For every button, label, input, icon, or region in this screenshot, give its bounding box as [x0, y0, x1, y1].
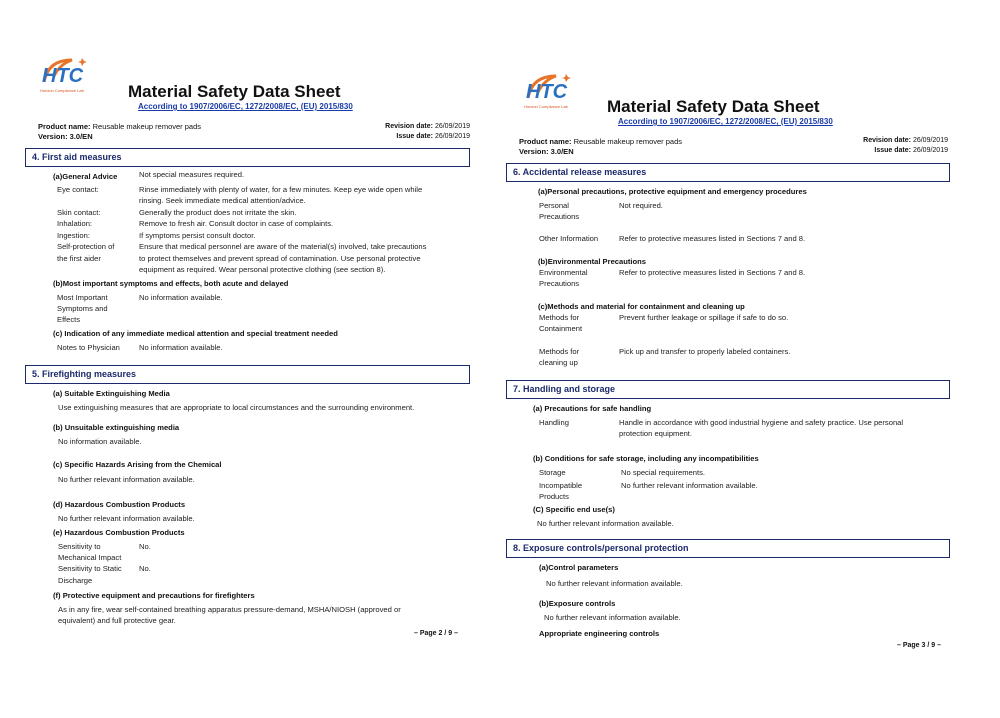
doc-title: Material Safety Data Sheet	[607, 97, 820, 116]
incompat-label-2: Products	[539, 492, 569, 501]
s8-a-val: No further relevant information available.	[546, 579, 683, 588]
htc-logo-icon	[522, 68, 582, 116]
version: Version: 3.0/EN	[38, 132, 93, 141]
eye-label: Eye contact:	[57, 185, 99, 194]
s6-a-head: (a)Personal precautions, protective equipment and emergency procedures	[538, 187, 807, 196]
inhalation-label: Inhalation:	[57, 219, 93, 228]
s7-c-head: (C) Specific end use(s)	[533, 505, 615, 514]
section-8-title: 8. Exposure controls/personal protection	[513, 543, 689, 553]
s8-b-head: (b)Exposure controls	[539, 599, 616, 608]
methods-cont-label-1: Methods for	[539, 313, 580, 322]
storage-val: No special requirements.	[621, 468, 705, 477]
s4-a-val: Not special measures required.	[139, 170, 245, 179]
sens-static-val: No.	[139, 564, 151, 573]
revision-label: Revision date:	[385, 123, 433, 130]
s7-b-head: (b) Conditions for safe storage, including any incompatibilities	[533, 454, 759, 463]
revision-label: Revision date:	[863, 137, 911, 144]
env-prec-label-1: Environmental	[539, 268, 588, 277]
product-label: Product name:	[519, 137, 572, 146]
s5-f-val-2: equivalent) and full protective gear.	[58, 616, 176, 625]
product-value: Reusable makeup remover pads	[92, 122, 202, 131]
methods-cont-val: Prevent further leakage or spillage if safe to do so.	[619, 313, 789, 322]
s5-b-head: (b) Unsuitable extinguishing media	[53, 423, 180, 432]
sens-mech-val: No.	[139, 542, 151, 551]
s5-c-head: (c) Specific Hazards Arising from the Chemical	[53, 460, 222, 469]
other-info-label: Other Information	[539, 234, 599, 243]
methods-cont-label-2: Containment	[539, 324, 583, 333]
mis-label-1: Most Important	[57, 293, 108, 302]
self-prot-val-2: to protect themselves and prevent spread of contamination. Use personal protective	[139, 254, 421, 263]
methods-clean-label-2: cleaning up	[539, 358, 578, 367]
env-prec-val: Refer to protective measures listed in Sections 7 and 8.	[619, 268, 806, 277]
revision-value: 26/09/2019	[912, 137, 948, 144]
svg-text:HTC: HTC	[42, 65, 84, 87]
env-prec-label-2: Precautions	[539, 279, 580, 288]
mis-val: No information available.	[139, 293, 223, 302]
s6-b-head: (b)Environmental Precautions	[538, 257, 647, 266]
issue-label: Issue date:	[396, 133, 433, 140]
product-value: Reusable makeup remover pads	[573, 137, 683, 146]
handling-label: Handling	[539, 418, 569, 427]
eye-val-1: Rinse immediately with plenty of water, for a few minutes. Keep eye wide open while	[139, 185, 423, 194]
logo-text: Horizon Compliance Lab	[524, 104, 568, 109]
pers-prec-label-1: Personal	[539, 201, 569, 210]
dates-info	[330, 122, 470, 142]
htc-logo-icon	[38, 52, 98, 100]
ingestion-val: If symptoms persist consult doctor.	[139, 231, 256, 240]
s5-e-head: (e) Hazardous Combustion Products	[53, 528, 185, 537]
methods-clean-val: Pick up and transfer to properly labeled containers.	[619, 347, 791, 356]
svg-text:HTC: HTC	[526, 81, 568, 103]
s6-c-head: (c)Methods and material for containment and cleaning up	[538, 302, 745, 311]
pers-prec-label-2: Precautions	[539, 212, 580, 221]
self-prot-val-1: Ensure that medical personnel are aware of the material(s) involved, take precautions	[139, 242, 427, 251]
s5-d-head: (d) Hazardous Combustion Products	[53, 500, 186, 509]
s8-b-val: No further relevant information available.	[544, 613, 681, 622]
page-2-footer: – Page 2 / 9 –	[414, 630, 458, 637]
s5-f-val-1: As in any fire, wear self-contained breathing apparatus pressure-demand, MSHA/NIOSH (approved or	[58, 605, 401, 614]
sens-mech-label-2: Mechanical Impact	[58, 553, 122, 562]
issue-value: 26/09/2019	[434, 133, 470, 140]
section-4-title: 4. First aid measures	[32, 152, 122, 162]
ingestion-label: Ingestion:	[57, 231, 90, 240]
s4-c-head: (c) Indication of any immediate medical attention and special treatment needed	[53, 329, 338, 338]
page-2	[0, 0, 490, 718]
s7-c-val: No further relevant information available.	[537, 519, 674, 528]
section-6-header	[506, 163, 950, 182]
handling-val-2: protection equipment.	[619, 429, 693, 438]
page-3-footer: – Page 3 / 9 –	[897, 642, 941, 649]
s4-a-head: (a)General Advice	[53, 172, 118, 181]
self-prot-label-2: the first aider	[57, 254, 101, 263]
logo-text: Horizon Compliance Lab	[40, 88, 84, 93]
s8-c-head: Appropriate engineering controls	[539, 629, 660, 638]
issue-label: Issue date:	[874, 147, 911, 154]
sens-static-label-2: Discharge	[58, 576, 93, 585]
other-info-val: Refer to protective measures listed in Sections 7 and 8.	[619, 234, 806, 243]
section-4-header	[25, 148, 470, 167]
s5-c-val: No further relevant information available.	[58, 475, 195, 484]
handling-val-1: Handle in accordance with good industrial hygiene and safety practice. Use personal	[619, 418, 904, 427]
storage-label: Storage	[539, 468, 566, 477]
s5-d-val: No further relevant information available.	[58, 514, 195, 523]
section-6-title: 6. Accidental release measures	[513, 167, 647, 177]
eye-val-2: rinsing. Seek immediate medical attention/advice.	[139, 196, 306, 205]
s4-b-head: (b)Most important symptoms and effects, both acute and delayed	[53, 279, 289, 288]
sens-mech-label-1: Sensitivity to	[58, 542, 101, 551]
mis-label-3: Effects	[57, 315, 81, 324]
product-label: Product name:	[38, 122, 91, 131]
notes-val: No information available.	[139, 343, 223, 352]
revision-value: 26/09/2019	[434, 123, 470, 130]
s5-f-head: (f) Protective equipment and precautions for firefighters	[53, 591, 255, 600]
s7-a-head: (a) Precautions for safe handling	[533, 404, 652, 413]
s8-a-head: (a)Control parameters	[539, 563, 619, 572]
doc-title: Material Safety Data Sheet	[128, 82, 341, 101]
version: Version: 3.0/EN	[519, 147, 574, 156]
dates-info	[808, 136, 948, 156]
pers-prec-val: Not required.	[619, 201, 663, 210]
product-info	[519, 137, 682, 157]
issue-value: 26/09/2019	[912, 147, 948, 154]
doc-subtitle: According to 1907/2006/EC, 1272/2008/EC, (EU) 2015/830	[138, 102, 353, 111]
section-7-title: 7. Handling and storage	[513, 384, 616, 394]
doc-subtitle: According to 1907/2006/EC, 1272/2008/EC, (EU) 2015/830	[618, 117, 833, 126]
s5-a-val: Use extinguishing measures that are appropriate to local circumstances and the surrounding environment.	[58, 403, 415, 412]
notes-label: Notes to Physician	[57, 343, 120, 352]
skin-label: Skin contact:	[57, 208, 101, 217]
product-info	[38, 122, 201, 142]
self-prot-val-3: equipment as required. Wear personal protective clothing (see section 8).	[139, 265, 386, 274]
inhalation-val: Remove to fresh air. Consult doctor in case of complaints.	[139, 219, 334, 228]
self-prot-label-1: Self-protection of	[57, 242, 115, 251]
methods-clean-label-1: Methods for	[539, 347, 580, 356]
page-3	[495, 0, 1000, 718]
skin-val: Generally the product does not irritate the skin.	[139, 208, 297, 217]
incompat-label-1: Incompatible	[539, 481, 583, 490]
section-5-header	[25, 365, 470, 384]
incompat-val: No further relevant information available.	[621, 481, 758, 490]
section-5-title: 5. Firefighting measures	[32, 369, 137, 379]
sens-static-label-1: Sensitivity to Static	[58, 564, 122, 573]
s5-b-val: No information available.	[58, 437, 142, 446]
mis-label-2: Symptoms and	[57, 304, 108, 313]
section-8-header	[506, 539, 950, 558]
s5-a-head: (a) Suitable Extinguishing Media	[53, 389, 170, 398]
section-7-header	[506, 380, 950, 399]
